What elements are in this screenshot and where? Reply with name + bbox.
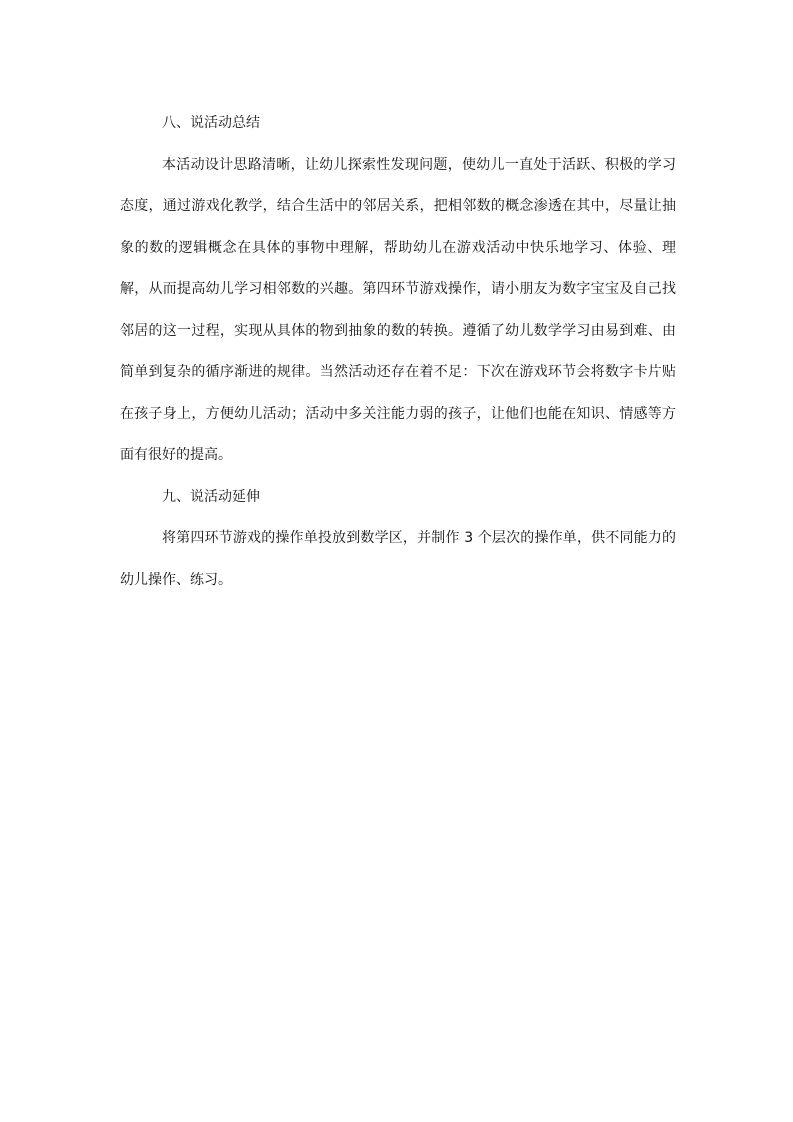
- section-paragraph-summary: 本活动设计思路清晰，让幼儿探索性发现问题，使幼儿一直处于活跃、积极的学习态度，通过游戏化教学，结合生活中的邻居关系，把相邻数的概念渗透在其中，尽量让抽象的数的逻辑概念在具体的事物中理解，帮助幼儿在游戏活动中快乐地学习、体验、理解，从而提高幼儿学习相邻数的兴趣。第四环节游戏操作，请小朋友为数字宝宝及自己找邻居的这一过程，实现从具体的物到抽象的数的转换。遵循了幼儿数学学习由易到难、由简单到复杂的循序渐进的规律。当然活动还存在着不足：下次在游戏环节会将数字卡片贴在孩子身上，方便幼儿活动；活动中多关注能力弱的孩子，让他们也能在知识、情感等方面有很好的提高。: [120, 156, 676, 463]
- section-heading-summary: 八、说活动总结: [162, 115, 260, 131]
- section-heading-extension: 九、说活动延伸: [162, 488, 260, 505]
- document-body: [120, 103, 676, 601]
- section-paragraph-extension: 将第四环节游戏的操作单投放到数学区，并制作 3 个层次的操作单，供不同能力的幼儿操作、练习。: [120, 530, 676, 588]
